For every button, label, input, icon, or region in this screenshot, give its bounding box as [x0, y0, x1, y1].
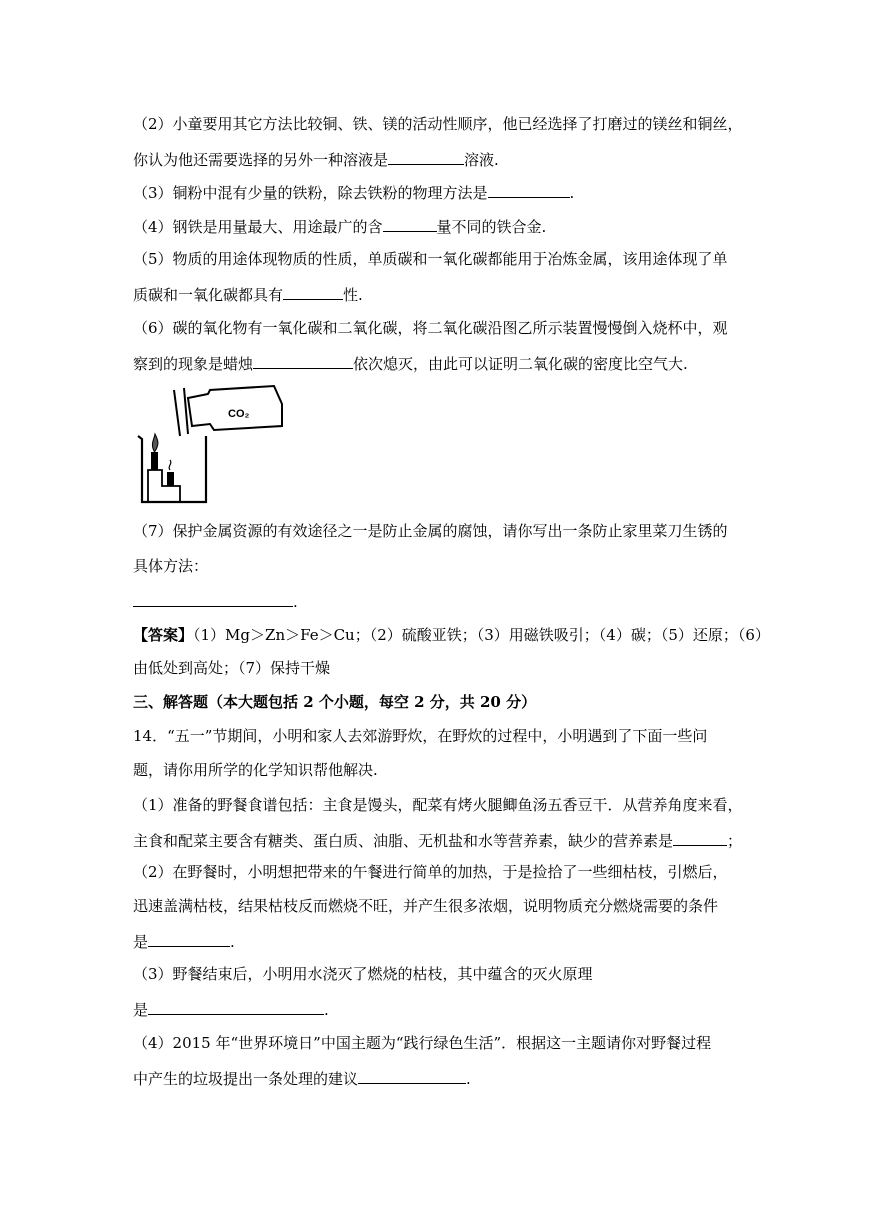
- answer-blank[interactable]: [253, 352, 353, 369]
- q13-p6-suffix: 依次熄灭，由此可以证明二氧化碳的密度比空气大.: [353, 355, 688, 373]
- q13-p6-text: 察到的现象是蜡烛: [133, 355, 254, 373]
- answer-blank[interactable]: [358, 1067, 466, 1084]
- answer-blank[interactable]: [133, 590, 293, 607]
- q13-p3-suffix: .: [569, 184, 575, 202]
- q13-p7-line3: [133, 590, 298, 612]
- q14-p1-text: 主食和配菜主要含有糖类、蛋白质、油脂、无机盐和水等营养素，缺少的营养素是: [133, 832, 674, 850]
- q14-p3-text: 是: [133, 1001, 149, 1019]
- answer-line2: 由低处到高处；（7）保持干燥: [133, 659, 331, 677]
- q14-intro-line1: 14．“五一”节期间，小明和家人去郊游野炊，在野炊的过程中，小明遇到了下面一些问: [133, 727, 708, 745]
- q13-p4-text: （4）钢铁是用量最大、用途最广的含: [133, 218, 383, 236]
- q14-p1-line2: [133, 829, 742, 851]
- tall-candle: [151, 452, 158, 470]
- answer-tag: 【答案】: [133, 626, 194, 644]
- q13-p4-suffix: 量不同的铁合金.: [436, 218, 547, 236]
- q13-p5-line1: （5）物质的用途体现物质的性质，单质碳和一氧化碳都能用于冶炼金属，该用途体现了单: [133, 250, 728, 268]
- q13-p2-suffix: 溶液.: [464, 151, 499, 169]
- q14-p2-line3: [133, 930, 235, 952]
- q14-p4-line2: [133, 1067, 471, 1089]
- answer-blank[interactable]: [283, 283, 343, 300]
- q14-intro-line2: 题，请你用所学的化学知识帮他解决.: [133, 761, 378, 779]
- answer-blank[interactable]: [673, 829, 727, 846]
- q13-p5-text: 质碳和一氧化碳都具有: [133, 286, 284, 304]
- q13-p7-suffix: .: [293, 593, 298, 611]
- smoke-wisp: [169, 460, 171, 470]
- q13-p6-line2: [133, 352, 688, 374]
- beaker-candles-illustration: [136, 384, 286, 508]
- answer-blank[interactable]: [488, 181, 570, 198]
- q14-p4-line1: （4）2015 年“世界环境日”中国主题为“践行绿色生活”．根据这一主题请你对野餐过程: [133, 1034, 712, 1052]
- co2-pouring-figure: [136, 384, 286, 508]
- q14-p3-line2: [133, 998, 329, 1020]
- q14-p3-line1: （3）野餐结束后，小明用水浇灭了燃烧的枯枝，其中蕴含的灭火原理: [133, 965, 593, 983]
- short-candle: [167, 472, 174, 486]
- q14-p3-suffix: .: [324, 1001, 329, 1019]
- answer-text: （1）Mg＞Zn＞Fe＞Cu；（2）硫酸亚铁；（3）用磁铁吸引；（4）碳；（5）还原；（6）: [193, 626, 770, 644]
- answer-blank[interactable]: [388, 148, 464, 165]
- q13-p3: [133, 181, 574, 203]
- q14-p4-suffix: .: [466, 1070, 471, 1088]
- answer-blank[interactable]: [148, 998, 324, 1015]
- q14-p1-line1: （1）准备的野餐食谱包括：主食是馒头，配菜有烤火腿鲫鱼汤五香豆干．从营养角度来看，: [133, 796, 743, 814]
- q13-p6-line1: （6）碳的氧化物有一氧化碳和二氧化碳，将二氧化碳沿图乙所示装置慢慢倒入烧杯中，观: [133, 319, 728, 337]
- candle-flame: [152, 434, 158, 452]
- q14-p1-suffix: ；: [727, 832, 743, 850]
- q13-p4: [133, 215, 546, 237]
- q14-p2-suffix: .: [230, 933, 235, 951]
- q13-p2-text: 你认为他还需要选择的另外一种溶液是: [133, 151, 389, 169]
- answer-blank[interactable]: [383, 215, 437, 232]
- answer-line1: [133, 625, 770, 645]
- section-heading: 三、解答题（本大题包括 2 个小题，每空 2 分，共 20 分）: [133, 693, 537, 711]
- q13-p2-line1: （2）小童要用其它方法比较铜、铁、镁的活动性顺序，他已经选择了打磨过的镁丝和铜丝，: [133, 115, 743, 133]
- q14-p4-text: 中产生的垃圾提出一条处理的建议: [133, 1070, 359, 1088]
- q13-p7-line2: 具体方法：: [133, 557, 209, 575]
- q14-p2-line2: 迅速盖满枯枝，结果枯枝反而燃烧不旺，并产生很多浓烟，说明物质充分燃烧需要的条件: [133, 897, 719, 915]
- q14-p2-text: 是: [133, 933, 149, 951]
- co2-label: CO₂: [228, 408, 250, 420]
- stair-stand: [148, 470, 180, 502]
- q13-p3-text: （3）铜粉中混有少量的铁粉，除去铁粉的物理方法是: [133, 184, 488, 202]
- q13-p2-line2: [133, 148, 499, 170]
- q13-p7-line1: （7）保护金属资源的有效途径之一是防止金属的腐蚀，请你写出一条防止家里菜刀生锈的: [133, 522, 728, 540]
- q13-p5-line2: [133, 283, 363, 305]
- q13-p5-suffix: 性.: [343, 286, 363, 304]
- q14-p2-line1: （2）在野餐时，小明想把带来的午餐进行简单的加热，于是捡拾了一些细枯枝，引燃后，: [133, 863, 728, 881]
- answer-blank[interactable]: [148, 930, 230, 947]
